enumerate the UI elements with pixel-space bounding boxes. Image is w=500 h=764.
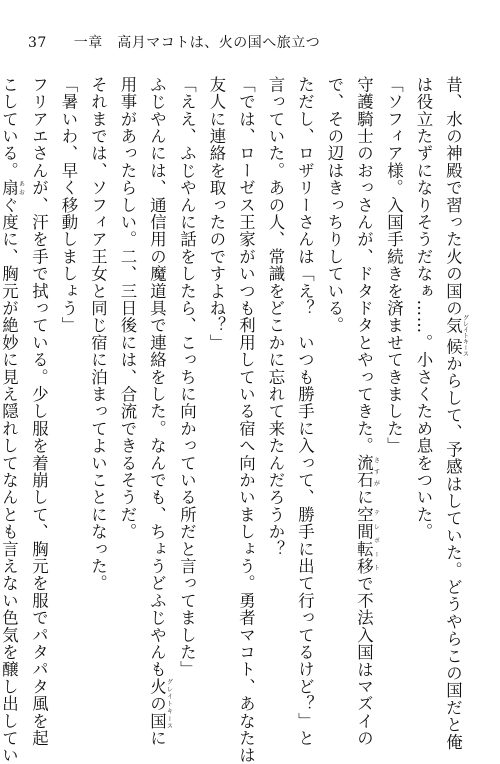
ruby-reading: グレイトキース xyxy=(461,314,469,357)
text-line xyxy=(24,76,54,747)
furigana-ruby xyxy=(0,179,25,197)
text-segment: 昔、水の神殿で習った火の国の xyxy=(443,76,463,317)
text-segment: 「では、ローゼス王家がいつも利用している宿へ向かいましょう。勇者マコト、あなたは xyxy=(236,76,256,764)
ruby-base: 火の国 xyxy=(147,678,167,730)
text-line xyxy=(172,76,202,682)
ruby-base: 扇 xyxy=(0,179,19,197)
text-line xyxy=(320,76,350,682)
text-line xyxy=(113,76,143,682)
text-segment: に xyxy=(354,488,374,507)
text-segment: 用事があったらしい。二、三日後には、合流できるそうだ。 xyxy=(118,76,137,541)
text-segment: 「暑いわ、早く移動しましょう」 xyxy=(59,76,78,334)
ruby-base: 空間転移 xyxy=(354,506,374,575)
text-segment: 「ええ、ふじやんに話をしたら、こっちに向かっている所だと言ってました」 xyxy=(177,76,197,678)
furigana-ruby xyxy=(147,678,173,730)
text-line xyxy=(438,76,469,751)
ruby-reading: あお xyxy=(17,179,25,197)
ruby-base: 流石 xyxy=(354,454,374,489)
text-segment: ただし、ロザリーさんは「え？ いつも勝手に入って、勝手に出て行ってるけど？」と xyxy=(295,76,315,747)
page-header xyxy=(28,32,320,52)
text-segment: こしている。 xyxy=(0,76,19,180)
ruby-base: 気候 xyxy=(443,314,463,357)
text-segment: で、その辺はきっちりしている。 xyxy=(325,76,344,334)
text-line xyxy=(290,76,320,747)
text-segment: 言っていた。あの人、常識をどこかに忘れて来たんだろうか？ xyxy=(266,76,285,558)
text-line xyxy=(261,76,291,682)
furigana-ruby xyxy=(354,506,380,575)
text-line xyxy=(0,76,25,764)
text-segment: ぐ度に、胸元が絶妙に見え隠れしてなんとも言えない色気を醸し出してい xyxy=(0,196,19,764)
text-segment: からして、予感はしていた。どうやらこの国だと俺 xyxy=(443,355,463,751)
ruby-reading: テレポート xyxy=(372,506,380,575)
text-line xyxy=(202,76,232,682)
vertical-body-text xyxy=(0,76,469,764)
text-line xyxy=(379,76,409,682)
text-line xyxy=(142,76,173,747)
text-segment: は役立たずになりそうだなぁ……。小さくため息をついた。 xyxy=(414,76,433,541)
text-line xyxy=(54,76,84,682)
ruby-reading: グレイトキース xyxy=(165,678,173,730)
text-segment: それまでは、ソフィア王女と同じ宿に泊まってよいことになった。 xyxy=(88,76,108,592)
ruby-reading: さすが xyxy=(372,454,380,489)
text-segment: 守護騎士のおっさんが、ドタドタとやってきた。 xyxy=(354,76,374,455)
furigana-ruby xyxy=(354,454,380,489)
running-title: 一章 高月マコトは、火の国へ旅立つ xyxy=(73,35,321,51)
text-segment: 「ソフィア様。入国手続きを済ませてきました」 xyxy=(384,76,404,455)
page-number: 37 xyxy=(28,35,47,51)
furigana-ruby xyxy=(443,314,469,357)
text-line xyxy=(231,76,261,764)
text-segment: に xyxy=(147,729,167,747)
text-line xyxy=(409,76,439,682)
text-line xyxy=(349,76,380,747)
text-segment: で不法入国はマズイの xyxy=(354,574,374,747)
text-line xyxy=(83,76,113,682)
text-segment: ふじやんには、通信用の魔道具で連絡をした。なんでも、ちょうどふじやんも xyxy=(147,76,167,678)
text-segment: フリアエさんが、汗を手で拭っている。少し服を着崩して、胸元を服でパタパタ風を起 xyxy=(29,76,49,747)
text-segment: 友人に連絡を取ったのですよね？」 xyxy=(207,76,226,352)
